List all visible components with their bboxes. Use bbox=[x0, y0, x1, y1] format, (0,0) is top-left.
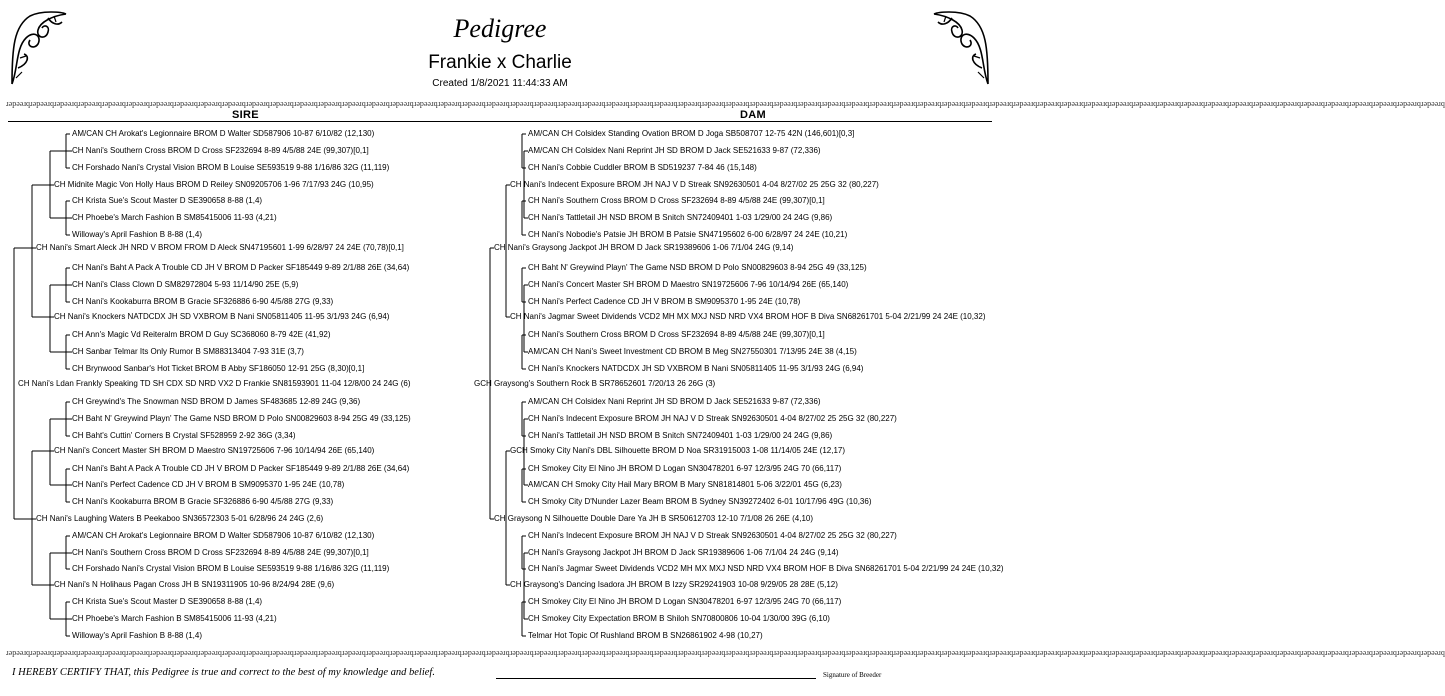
sire-gen5: CH Nani's Kookaburra BROM B Gracie SF326886 6-90 4/5/88 27G (9,33) bbox=[72, 497, 334, 506]
dam-gen1: GCH Graysong's Southern Rock B SR78652601 7/20/13 26 26G (3) bbox=[474, 379, 716, 388]
sire-gen5: CH Forshado Nani's Crystal Vision BROM B Louise SE593519 9-88 1/16/86 32G (11,119) bbox=[72, 163, 390, 172]
created-timestamp: Created 1/8/2021 11:44:33 AM bbox=[432, 78, 568, 89]
dam-gen4: CH Smokey City Expectation BROM B Shiloh SN70800806 10-04 1/30/00 39G (6,10) bbox=[528, 614, 830, 623]
dam-gen4: AM/CAN CH Smoky City Hail Mary BROM B Mary SN81814801 5-06 3/22/01 45G (6,23) bbox=[528, 480, 842, 489]
sire-gen5: CH Greywind's The Snowman NSD BROM D James SF483685 12-89 24G (9,36) bbox=[72, 397, 361, 406]
page-title: Pedigree bbox=[453, 14, 547, 43]
dam-gen5: CH Nani's Indecent Exposure BROM JH NAJ V D Streak SN92630501 4-04 8/27/02 25 25G 32 (80,227) bbox=[528, 531, 897, 540]
dam-gen3: CH Graysong's Dancing Isadora JH BROM B Izzy SR29241903 10-08 9/29/05 28 28E (5,12) bbox=[510, 580, 838, 589]
sire-gen5: CH Baht's Cuttin' Corners B Crystal SF528959 2-92 36G (3,34) bbox=[72, 431, 296, 440]
dam-gen3: CH Nani's Indecent Exposure BROM JH NAJ V D Streak SN92630501 4-04 8/27/02 25 25G 32 (80,227) bbox=[510, 180, 879, 189]
sire-gen4: CH Nani's Perfect Cadence CD JH V BROM B SM9095370 1-95 24E (10,78) bbox=[72, 480, 345, 489]
dam-gen5: CH Nani's Nobodie's Patsie JH BROM B Patsie SN47195602 6-00 6/28/97 24 24E (10,21) bbox=[528, 230, 848, 239]
sire-gen4: CH Nani's Southern Cross BROM D Cross SF232694 8-89 4/5/88 24E (99,307)[0,1] bbox=[72, 548, 369, 557]
dam-gen5: CH Baht N' Greywind Playn' The Game NSD BROM D Polo SN00829603 8-94 25G 49 (33,125) bbox=[528, 263, 867, 272]
certification-statement: I HEREBY CERTIFY THAT, this Pedigree is true and correct to the best of my knowledge and belief. bbox=[12, 667, 435, 678]
dam-gen5: CH Nani's Jagmar Sweet Dividends VCD2 MH MX MXJ NSD NRD VX4 BROM HOF B Diva SN68261701 5-04 2/21/99 24 24E (10,32) bbox=[528, 564, 1004, 573]
sire-gen2-dam: CH Nani's Laughing Waters B Peekaboo SN36572303 5-01 6/28/96 24 24G (2,6) bbox=[36, 514, 324, 523]
sire-gen5: AM/CAN CH Arokat's Legionnaire BROM D Walter SD587906 10-87 6/10/82 (12,130) bbox=[72, 129, 375, 138]
dam-gen2-sire: CH Nani's Graysong Jackpot JH BROM D Jack SR19389606 1-06 7/1/04 24G (9,14) bbox=[494, 243, 794, 252]
sire-gen5: AM/CAN CH Arokat's Legionnaire BROM D Walter SD587906 10-87 6/10/82 (12,130) bbox=[72, 531, 375, 540]
dam-gen5: CH Nani's Knockers NATDCDX JH SD VXBROM B Nani SN05811405 11-95 3/1/93 24G (6,94) bbox=[528, 364, 864, 373]
dam-gen5: AM/CAN CH Colsidex Nani Reprint JH SD BROM D Jack SE521633 9-87 (72,336) bbox=[528, 397, 821, 406]
dam-gen5: AM/CAN CH Colsidex Standing Ovation BROM D Joga SB508707 12-75 42N (146,601)[0,3] bbox=[528, 129, 855, 138]
dam-gen5: CH Nani's Tattletail JH NSD BROM B Snitch SN72409401 1-03 1/29/00 24 24G (9,86) bbox=[528, 431, 833, 440]
dam-gen5: CH Nani's Southern Cross BROM D Cross SF232694 8-89 4/5/88 24E (99,307)[0,1] bbox=[528, 196, 825, 205]
dam-gen4: CH Nani's Graysong Jackpot JH BROM D Jack SR19389606 1-06 7/1/04 24 24G (9,14) bbox=[528, 548, 839, 557]
sire-column-header: SIRE bbox=[232, 109, 259, 121]
sire-gen4: CH Nani's Class Clown D SM82972804 5-93 11/14/90 25E (5,9) bbox=[72, 280, 299, 289]
dam-gen5: CH Nani's Perfect Cadence CD JH V BROM B SM9095370 1-95 24E (10,78) bbox=[528, 297, 801, 306]
dam-gen3: CH Nani's Jagmar Sweet Dividends VCD2 MH MX MXJ NSD NRD VX4 BROM HOF B Diva SN68261701 5-04 2/21/99 24 24E (10,32) bbox=[510, 312, 986, 321]
sire-gen5: CH Krista Sue's Scout Master D SE390658 8-88 (1,4) bbox=[72, 597, 263, 606]
sire-gen3: CH Nani's Concert Master SH BROM D Maestro SN19725606 7-96 10/14/94 26E (65,140) bbox=[54, 446, 375, 455]
sire-gen3: CH Nani's N Holihaus Pagan Cross JH B SN19311905 10-96 8/24/94 28E (9,6) bbox=[54, 580, 335, 589]
dam-gen5: CH Smoky City D'Nunder Lazer Beam BROM B Sydney SN39272402 6-01 10/17/96 49G (10,36) bbox=[528, 497, 872, 506]
sire-gen4: CH Baht N' Greywind Playn' The Game NSD BROM D Polo SN00829603 8-94 25G 49 (33,125) bbox=[72, 414, 411, 423]
signature-line bbox=[496, 678, 816, 679]
dam-gen4: CH Nani's Tattletail JH NSD BROM B Snitch SN72409401 1-03 1/29/00 24 24G (9,86) bbox=[528, 213, 833, 222]
sire-gen5: Willoway's April Fashion B 8-88 (1,4) bbox=[72, 230, 203, 239]
dam-gen4: AM/CAN CH Nani's Sweet Investment CD BROM B Meg SN27550301 7/13/95 24E 38 (4,15) bbox=[528, 347, 857, 356]
signature-label: Signature of Breeder bbox=[823, 671, 882, 679]
sire-gen3: CH Midnite Magic Von Holly Haus BROM D Reiley SN09205706 1-96 7/17/93 24G (10,95) bbox=[54, 180, 374, 189]
sire-gen5: CH Nani's Baht A Pack A Trouble CD JH V BROM D Packer SF185449 9-89 2/1/88 26E (34,64) bbox=[72, 464, 410, 473]
sire-gen5: CH Nani's Kookaburra BROM B Gracie SF326886 6-90 4/5/88 27G (9,33) bbox=[72, 297, 334, 306]
sire-gen4: CH Phoebe's March Fashion B SM85415006 11-93 (4,21) bbox=[72, 213, 277, 222]
sire-gen4: CH Sanbar Telmar Its Only Rumor B SM88313404 7-93 31E (3,7) bbox=[72, 347, 304, 356]
dam-gen5: CH Smokey City El Nino JH BROM D Logan SN30478201 6-97 12/3/95 24G 70 (66,117) bbox=[528, 464, 842, 473]
sire-gen5: CH Forshado Nani's Crystal Vision BROM B Louise SE593519 9-88 1/16/86 32G (11,119) bbox=[72, 564, 390, 573]
sire-gen5: CH Brynwood Sanbar's Hot Ticket BROM B Abby SF186050 12-91 25G (8,30)[0,1] bbox=[72, 364, 365, 373]
dam-column-header: DAM bbox=[740, 109, 766, 121]
dam-gen4: CH Nani's Indecent Exposure BROM JH NAJ V D Streak SN92630501 4-04 8/27/02 25 25G 32 (80,227) bbox=[528, 414, 897, 423]
sire-gen5: Willoway's April Fashion B 8-88 (1,4) bbox=[72, 631, 203, 640]
sire-gen5: CH Ann's Magic Vd Reiteralm BROM D Guy SC368060 8-79 42E (41,92) bbox=[72, 330, 331, 339]
decorative-border-bottom: ɹǝpǝǝɹqɹǝpǝǝɹqɹǝpǝǝɹqɹǝpǝǝɹqɹǝpǝǝɹqɹǝpǝǝɹqɹǝpǝǝɹqɹǝpǝǝɹqɹǝpǝǝɹqɹǝpǝǝɹqɹǝpǝǝɹqɹǝpǝǝɹqɹǝpǝǝɹqɹǝpǝǝɹqɹǝpǝǝɹqɹǝpǝǝɹqɹǝpǝǝɹqɹǝpǝǝɹqɹǝpǝǝɹqɹǝpǝǝɹqɹǝpǝǝɹqɹǝpǝǝɹqɹǝpǝǝɹqɹǝpǝǝɹqɹǝpǝǝɹqɹǝpǝǝɹqɹǝpǝǝɹqɹǝpǝǝɹqɹǝpǝǝɹqɹǝpǝǝɹqɹǝpǝǝɹqɹǝpǝǝɹqɹǝpǝǝɹqɹǝpǝǝɹqɹǝpǝǝɹqɹǝpǝǝɹqɹǝpǝǝɹqɹǝpǝǝɹqɹǝpǝǝɹqɹǝpǝǝɹqɹǝpǝǝɹqɹǝpǝǝɹqɹǝpǝǝɹqɹǝpǝǝɹqɹǝpǝǝɹqɹǝpǝǝɹqɹǝpǝǝɹqɹǝpǝǝɹqɹǝpǝǝɹqɹǝpǝǝɹqɹǝpǝǝɹqɹǝpǝǝɹqɹǝpǝǝɹqɹǝpǝǝɹqɹǝpǝǝɹqɹǝpǝǝɹqɹǝpǝǝɹqɹǝpǝǝɹqɹǝpǝǝɹqɹǝpǝǝɹq bbox=[6, 648, 1445, 657]
dam-gen4: CH Nani's Concert Master SH BROM D Maestro SN19725606 7-96 10/14/94 26E (65,140) bbox=[528, 280, 849, 289]
sire-gen5: CH Krista Sue's Scout Master D SE390658 8-88 (1,4) bbox=[72, 196, 263, 205]
sire-gen1: CH Nani's Ldan Frankly Speaking TD SH CDX SD NRD VX2 D Frankie SN81593901 11-04 12/8/00 24 24G (6) bbox=[18, 379, 411, 388]
pedigree-subtitle: Frankie x Charlie bbox=[428, 52, 572, 73]
dam-gen2-dam: CH Graysong N Silhouette Double Dare Ya JH B SR50612703 12-10 7/1/08 26 26E (4,10) bbox=[494, 514, 814, 523]
dam-gen5: CH Smokey City El Nino JH BROM D Logan SN30478201 6-97 12/3/95 24G 70 (66,117) bbox=[528, 597, 842, 606]
dam-gen3: GCH Smoky City Nani's DBL Silhouette BROM D Noa SR31915003 1-08 11/14/05 24E (12,17) bbox=[510, 446, 846, 455]
sire-gen4: CH Phoebe's March Fashion B SM85415006 11-93 (4,21) bbox=[72, 614, 277, 623]
dam-gen5: CH Nani's Southern Cross BROM D Cross SF232694 8-89 4/5/88 24E (99,307)[0,1] bbox=[528, 330, 825, 339]
sire-gen4: CH Nani's Southern Cross BROM D Cross SF232694 8-89 4/5/88 24E (99,307)[0,1] bbox=[72, 146, 369, 155]
sire-gen3: CH Nani's Knockers NATDCDX JH SD VXBROM B Nani SN05811405 11-95 3/1/93 24G (6,94) bbox=[54, 312, 390, 321]
dam-gen4: AM/CAN CH Colsidex Nani Reprint JH SD BROM D Jack SE521633 9-87 (72,336) bbox=[528, 146, 821, 155]
decorative-border-top: ɹǝpǝǝɹqɹǝpǝǝɹqɹǝpǝǝɹqɹǝpǝǝɹqɹǝpǝǝɹqɹǝpǝǝɹqɹǝpǝǝɹqɹǝpǝǝɹqɹǝpǝǝɹqɹǝpǝǝɹqɹǝpǝǝɹqɹǝpǝǝɹqɹǝpǝǝɹqɹǝpǝǝɹqɹǝpǝǝɹqɹǝpǝǝɹqɹǝpǝǝɹqɹǝpǝǝɹqɹǝpǝǝɹqɹǝpǝǝɹqɹǝpǝǝɹqɹǝpǝǝɹqɹǝpǝǝɹqɹǝpǝǝɹqɹǝpǝǝɹqɹǝpǝǝɹqɹǝpǝǝɹqɹǝpǝǝɹqɹǝpǝǝɹqɹǝpǝǝɹqɹǝpǝǝɹqɹǝpǝǝɹqɹǝpǝǝɹqɹǝpǝǝɹqɹǝpǝǝɹqɹǝpǝǝɹqɹǝpǝǝɹqɹǝpǝǝɹqɹǝpǝǝɹqɹǝpǝǝɹqɹǝpǝǝɹqɹǝpǝǝɹqɹǝpǝǝɹqɹǝpǝǝɹqɹǝpǝǝɹqɹǝpǝǝɹqɹǝpǝǝɹqɹǝpǝǝɹqɹǝpǝǝɹqɹǝpǝǝɹqɹǝpǝǝɹqɹǝpǝǝɹqɹǝpǝǝɹqɹǝpǝǝɹqɹǝpǝǝɹqɹǝpǝǝɹqɹǝpǝǝɹqɹǝpǝǝɹqɹǝpǝǝɹqɹǝpǝǝɹq bbox=[6, 99, 1445, 108]
dam-gen5: CH Nani's Cobbie Cuddler BROM B SD519237 7-84 46 (15,148) bbox=[528, 163, 757, 172]
sire-gen5: CH Nani's Baht A Pack A Trouble CD JH V BROM D Packer SF185449 9-89 2/1/88 26E (34,64) bbox=[72, 263, 410, 272]
sire-gen2-sire: CH Nani's Smart Aleck JH NRD V BROM FROM D Aleck SN47195601 1-99 6/28/97 24 24E (70,78)[0,1] bbox=[36, 243, 404, 252]
dam-gen5: Telmar Hot Topic Of Rushland BROM B SN26861902 4-98 (10,27) bbox=[528, 631, 763, 640]
